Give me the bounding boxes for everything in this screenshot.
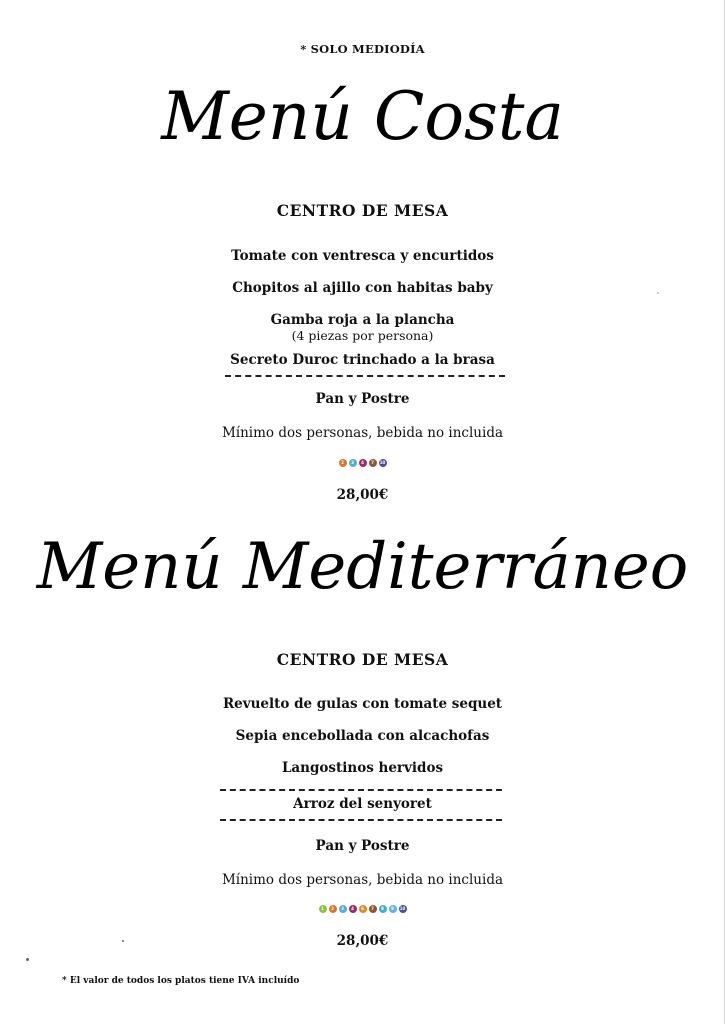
menu-mediterraneo-title: Menú Mediterráneo (36, 530, 689, 604)
menu-costa-item-2: Chopitos al ajillo con habitas baby (232, 280, 493, 296)
allergen-7-icon: 7 (369, 459, 377, 467)
menu-costa-section-heading: CENTRO DE MESA (276, 201, 449, 220)
menu-costa-allergen-icons (0, 459, 725, 467)
allergen-2-icon: 2 (339, 459, 347, 467)
menu-costa-price: 28,00€ (336, 487, 389, 503)
menu-mediterraneo-section-heading: CENTRO DE MESA (276, 650, 449, 669)
menu-costa-title: Menú Costa (161, 78, 564, 155)
menu-mediterraneo-item-3: Langostinos hervidos (281, 760, 444, 776)
menu-costa-item-1: Tomate con ventresca y encurtidos (231, 248, 494, 264)
footnote: * El valor de todos los platos tiene IVA incluído (62, 976, 300, 986)
menu-costa-item-3-note: (4 piezas por persona) (291, 328, 434, 343)
menu-costa-item-4: Secreto Duroc trinchado a la brasa (230, 352, 495, 368)
menu-mediterraneo-item-1: Revuelto de gulas con tomate sequet (222, 696, 503, 712)
dashed-divider (220, 789, 502, 791)
dashed-divider (225, 375, 505, 377)
menu-mediterraneo-conditions: Mínimo dos personas, bebida no incluida (221, 872, 504, 888)
allergen-4-icon: 4 (359, 459, 367, 467)
menu-costa-item-3: Gamba roja a la plancha (270, 312, 455, 328)
menu-mediterraneo-price: 28,00€ (336, 933, 389, 949)
allergen-10-icon: 10 (399, 906, 406, 911)
allergen-9-icon: 9 (389, 905, 397, 913)
allergen-3-icon: 3 (349, 459, 357, 467)
allergen-6-icon: 6 (359, 905, 367, 913)
menu-mediterraneo-extra: Pan y Postre (315, 838, 410, 854)
allergen-8-icon: 8 (379, 905, 387, 913)
allergen-3-icon: 3 (339, 905, 347, 913)
allergen-4-icon: 4 (349, 905, 357, 913)
menu-mediterraneo-rice: Arroz del senyoret (293, 796, 432, 812)
header-note: * SOLO MEDIODÍA (300, 42, 425, 56)
menu-mediterraneo-item-2: Sepia encebollada con alcachofas (235, 728, 490, 744)
menu-costa-conditions: Mínimo dos personas, bebida no incluida (221, 425, 504, 441)
allergen-7-icon: 7 (369, 905, 377, 913)
allergen-2-icon: 2 (329, 905, 337, 913)
menu-costa-extra: Pan y Postre (315, 391, 410, 407)
scan-speck (122, 940, 124, 942)
menu-mediterraneo-allergen-icons (0, 905, 725, 913)
allergen-10-icon: 10 (379, 460, 386, 465)
scan-speck (26, 958, 29, 961)
dashed-divider (220, 819, 502, 821)
scan-speck (657, 292, 659, 294)
allergen-1-icon: 1 (319, 905, 327, 913)
